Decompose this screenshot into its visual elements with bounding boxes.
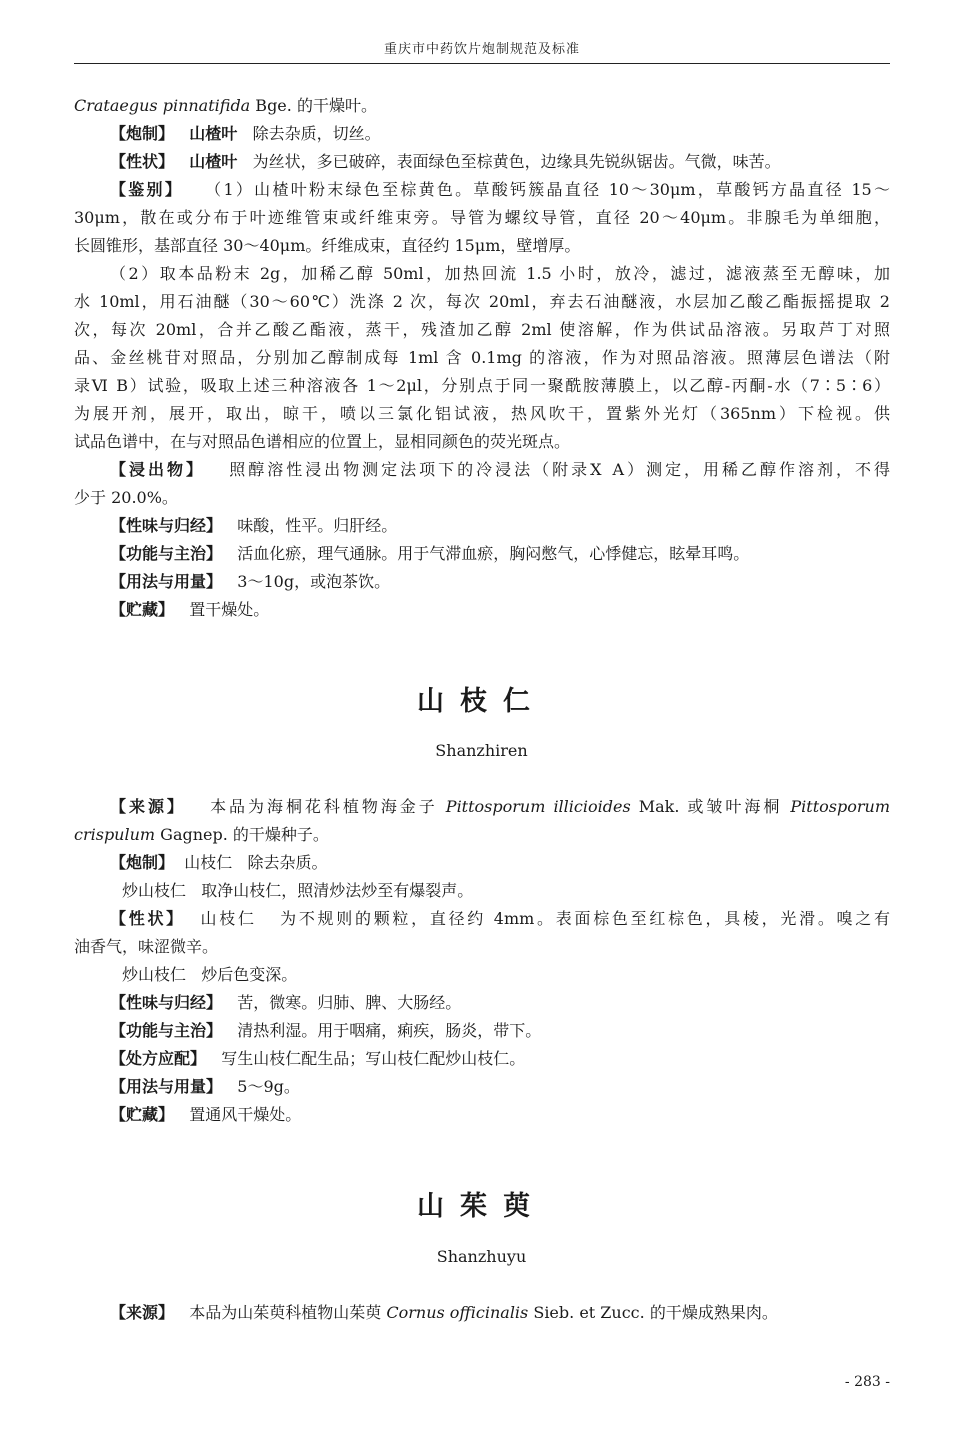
jianbie-line-2: 30μm，散在或分布于叶迹维管束或纤维束旁。导管为螺纹导管，直径 20～40μm。非腺毛为单细胞， (74, 208, 890, 227)
section-label: 【鉴别】 (110, 180, 184, 199)
yongfa-entry (110, 1076, 890, 1098)
text: 除去杂质，切丝。 (252, 124, 381, 143)
chao2-entry (122, 964, 890, 986)
text: 炒后色变深。 (201, 965, 298, 984)
xingwei-entry (110, 515, 890, 537)
tlc-line-5: 录Ⅵ B）试验，吸取上述三种溶液各 1～2μl，分别点于同一聚酰胺薄膜上，以乙醇-丙酮-水（7∶5∶6） (74, 376, 890, 395)
zhucang-entry (110, 1104, 890, 1126)
herb-name: 山枝仁 (200, 909, 257, 928)
text: Gagnep. 的干燥种子。 (155, 825, 329, 844)
section-label: 【贮藏】 (110, 1105, 175, 1124)
running-header: 重庆市中药饮片炮制规范及标准 (383, 42, 580, 57)
text: 5～9g。 (237, 1077, 300, 1096)
monograph-title: 山茱萸 (417, 1191, 546, 1222)
section-label: 【来源】 (110, 1303, 175, 1322)
jianbie-line-3: 长圆锥形，基部直径 30～40μm。纤维成束，直径约 15μm，壁增厚。 (74, 236, 581, 255)
tlc-line-3: 次，每次 20ml，合并乙酸乙酯液，蒸干，残渣加乙醇 2ml 使溶解，作为供试品溶液。另取芦丁对照 (74, 320, 890, 339)
tlc-line-7: 试品色谱中，在与对照品色谱相应的位置上，显相同颜色的荧光斑点。 (74, 432, 571, 451)
section-label: 【浸出物】 (110, 460, 205, 479)
herb-name: 山楂叶 (189, 124, 238, 143)
yongfa-entry (110, 571, 890, 593)
herb-name: 炒山枝仁 (122, 881, 187, 900)
text: 味酸，性平。归肝经。 (237, 516, 398, 535)
laiyuan-entry (110, 1302, 890, 1324)
text: 本品为海桐花科植物海金子 (210, 797, 446, 816)
paozhi-entry (110, 852, 890, 874)
jinchu-line-2: 少于 20.0%。 (74, 488, 178, 507)
section-label: 【来源】 (110, 797, 186, 816)
text: 3～10g，或泡茶饮。 (237, 572, 391, 591)
section-label: 【功能与主治】 (110, 1021, 223, 1040)
section-label: 【用法与用量】 (110, 1077, 223, 1096)
section-label: 【炮制】 (110, 853, 175, 872)
latin-name: Pittosporum (790, 797, 890, 816)
xingzhuang-line-1 (110, 908, 890, 930)
text: 取净山枝仁，照清炒法炒至有爆裂声。 (201, 881, 474, 900)
herb-name: 炒山枝仁 (122, 965, 187, 984)
text: Mak. 或皱叶海桐 (630, 797, 791, 816)
text: 本品为山茱萸科植物山茱萸 (189, 1303, 387, 1322)
text: 活血化瘀，理气通脉。用于气滞血瘀，胸闷憋气，心悸健忘，眩晕耳鸣。 (237, 544, 750, 563)
jianbie-line-1 (110, 179, 890, 201)
gongneng-entry (110, 1020, 890, 1042)
tlc-line-1: （2）取本品粉末 2g，加稀乙醇 50ml，加热回流 1.5 小时，放冷，滤过，滤液蒸至无醇味，加 (110, 264, 890, 283)
chao-entry (122, 880, 890, 902)
xingzhuang-entry (110, 151, 890, 173)
text: 置干燥处。 (189, 600, 270, 619)
latin-name: Pittosporum illicioides (445, 797, 631, 816)
section-label: 【性状】 (110, 152, 175, 171)
tlc-line-6: 为展开剂，展开，取出，晾干，喷以三氯化铝试液，热风吹干，置紫外光灯（365nm）下检视。供 (74, 404, 890, 423)
section-label: 【性味与归经】 (110, 993, 223, 1012)
monograph-pinyin: Shanzhiren (435, 741, 528, 760)
section-label: 【用法与用量】 (110, 572, 223, 591)
text: 清热利湿。用于咽痛，痢疾，肠炎，带下。 (237, 1021, 542, 1040)
text: 写生山枝仁配生品；写山枝仁配炒山枝仁。 (221, 1049, 526, 1068)
gongneng-entry (110, 543, 890, 565)
herb-name: 山枝仁 (184, 853, 233, 872)
section-label: 【炮制】 (110, 124, 175, 143)
section-label: 【处方应配】 (110, 1049, 207, 1068)
source-continuation (74, 95, 890, 117)
section-label: 【贮藏】 (110, 600, 175, 619)
monograph-pinyin: Shanzhuyu (436, 1247, 527, 1266)
page-number: - 283 - (844, 1374, 890, 1390)
text: 苦，微寒。归肺、脾、大肠经。 (237, 993, 462, 1012)
tlc-line-4: 品、金丝桃苷对照品，分别加乙醇制成每 1ml 含 0.1mg 的溶液，作为对照品溶液。照薄层色谱法（附 (74, 348, 890, 367)
text: （1）山楂叶粉末绿色至棕黄色。草酸钙簇晶直径 10～30μm，草酸钙方晶直径 15～ (205, 180, 890, 199)
herb-name: 山楂叶 (189, 152, 238, 171)
monograph-title: 山枝仁 (417, 686, 546, 717)
header-rule (74, 63, 890, 64)
latin-name: crispulum (74, 825, 156, 844)
xingzhuang-line-2: 油香气，味涩微辛。 (74, 937, 219, 956)
xingwei-entry (110, 992, 890, 1014)
latin-name: Cornus officinalis (386, 1303, 529, 1322)
latin-name: Crataegus pinnatifida (74, 96, 251, 115)
chufang-entry (110, 1048, 890, 1070)
text: 为丝状，多已破碎，表面绿色至棕黄色，边缘具先锐纵锯齿。气微，味苦。 (252, 152, 781, 171)
section-label: 【性状】 (110, 909, 185, 928)
text: 照醇溶性浸出物测定法项下的冷浸法（附录Ⅹ A）测定，用稀乙醇作溶剂，不得 (229, 460, 890, 479)
text: 除去杂质。 (247, 853, 328, 872)
laiyuan-line-2 (74, 824, 890, 846)
tlc-line-2: 水 10ml，用石油醚（30～60℃）洗涤 2 次，每次 20ml，弃去石油醚液，水层加乙酸乙酯振摇提取 2 (74, 292, 890, 311)
text: Sieb. et Zucc. 的干燥成熟果肉。 (528, 1303, 778, 1322)
text: 置通风干燥处。 (189, 1105, 302, 1124)
paozhi-entry (110, 123, 890, 145)
zhucang-entry (110, 599, 890, 621)
laiyuan-line-1 (110, 796, 890, 818)
section-label: 【功能与主治】 (110, 544, 223, 563)
text: 为不规则的颗粒，直径约 4mm。表面棕色至红棕色，具棱，光滑。嗅之有 (280, 909, 890, 928)
text: Bge. 的干燥叶。 (250, 96, 377, 115)
section-label: 【性味与归经】 (110, 516, 223, 535)
jinchu-line-1 (110, 459, 890, 481)
